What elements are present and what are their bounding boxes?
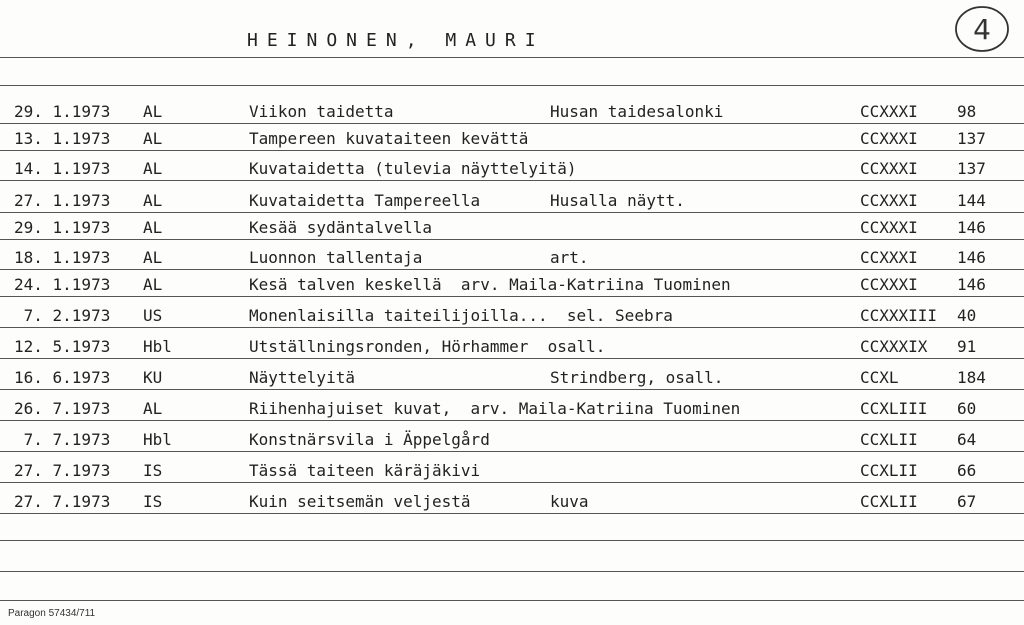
entry-page: 146	[957, 275, 986, 294]
entry-page: 146	[957, 218, 986, 237]
entry-page: 91	[957, 337, 977, 356]
entry-title: Konstnärsvila i Äppelgård	[249, 430, 490, 449]
entry-source: IS	[143, 461, 163, 480]
entry-page: 40	[957, 306, 977, 325]
entry-source: US	[143, 306, 163, 325]
entry-source: AL	[143, 129, 163, 148]
entry-title: Tässä taiteen käräjäkivi	[249, 461, 481, 480]
table-row	[0, 483, 1024, 513]
table-row	[0, 297, 1024, 327]
table-row	[0, 93, 1024, 123]
entry-date: 27. 7.1973	[14, 492, 111, 511]
table-row	[0, 239, 1024, 269]
entry-source: AL	[143, 248, 163, 267]
entry-date: 27. 1.1973	[14, 191, 111, 210]
entry-title: Kuin seitsemän veljestä	[249, 492, 471, 511]
entry-source: AL	[143, 275, 163, 294]
entry-volume: CCXXXI	[860, 102, 918, 121]
entry-source: AL	[143, 159, 163, 178]
entry-date: 13. 1.1973	[14, 129, 111, 148]
entry-date: 12. 5.1973	[14, 337, 111, 356]
entry-date: 29. 1.1973	[14, 218, 111, 237]
entry-date: 16. 6.1973	[14, 368, 111, 387]
entry-date: 26. 7.1973	[14, 399, 111, 418]
entry-volume: CCXLII	[860, 430, 918, 449]
entry-page: 98	[957, 102, 977, 121]
entry-date: 7. 2.1973	[14, 306, 111, 325]
entry-date: 24. 1.1973	[14, 275, 111, 294]
entry-source: AL	[143, 191, 163, 210]
table-row	[0, 150, 1024, 180]
entry-page: 146	[957, 248, 986, 267]
entry-page: 60	[957, 399, 977, 418]
entry-source: Hbl	[143, 337, 172, 356]
entry-title: Riihenhajuiset kuvat, arv. Maila-Katriina Tuominen	[249, 399, 741, 418]
entry-page: 66	[957, 461, 977, 480]
entry-volume: CCXLII	[860, 492, 918, 511]
entry-page: 64	[957, 430, 977, 449]
entry-title: Utställningsronden, Hörhammer osall.	[249, 337, 606, 356]
entry-note: Strindberg, osall.	[550, 368, 724, 387]
table-row	[0, 209, 1024, 239]
entry-volume: CCXXXI	[860, 248, 918, 267]
table-row	[0, 120, 1024, 150]
entry-date: 14. 1.1973	[14, 159, 111, 178]
rule-line	[0, 57, 1024, 58]
entry-source: Hbl	[143, 430, 172, 449]
card-heading: HEINONEN, MAURI	[247, 30, 545, 51]
entry-page: 184	[957, 368, 986, 387]
entry-note: Husan taidesalonki	[550, 102, 724, 121]
stamp-number: 4	[973, 13, 991, 46]
entry-volume: CCXLIII	[860, 399, 928, 418]
printer-imprint: Paragon 57434/711	[8, 608, 96, 619]
circled-number-stamp	[952, 4, 1012, 56]
entry-volume: CCXL	[860, 368, 899, 387]
entry-volume: CCXXXI	[860, 159, 918, 178]
entry-source: KU	[143, 368, 163, 387]
entry-title: Kuvataidetta Tampereella	[249, 191, 481, 210]
rule-line	[0, 540, 1024, 541]
entry-volume: CCXLII	[860, 461, 918, 480]
entry-source: AL	[143, 218, 163, 237]
entry-note: kuva	[550, 492, 589, 511]
entry-page: 144	[957, 191, 986, 210]
entry-date: 27. 7.1973	[14, 461, 111, 480]
entry-title: Näyttelyitä	[249, 368, 355, 387]
table-row	[0, 421, 1024, 451]
entry-page: 137	[957, 159, 986, 178]
table-row	[0, 266, 1024, 296]
entry-volume: CCXXXI	[860, 191, 918, 210]
rule-line	[0, 513, 1024, 514]
entry-title: Kesää sydäntalvella	[249, 218, 433, 237]
entry-note: Husalla näytt.	[550, 191, 685, 210]
entry-title: Tampereen kuvataiteen kevättä	[249, 129, 529, 148]
entry-title: Luonnon tallentaja	[249, 248, 423, 267]
entry-date: 18. 1.1973	[14, 248, 111, 267]
entry-volume: CCXXXI	[860, 275, 918, 294]
table-row	[0, 328, 1024, 358]
entry-note: art.	[550, 248, 589, 267]
table-row	[0, 359, 1024, 389]
table-row	[0, 390, 1024, 420]
entry-title: Viikon taidetta	[249, 102, 394, 121]
entry-date: 7. 7.1973	[14, 430, 111, 449]
rule-line	[0, 180, 1024, 181]
entry-source: IS	[143, 492, 163, 511]
entry-volume: CCXXXI	[860, 129, 918, 148]
rule-line	[0, 85, 1024, 86]
rule-line	[0, 600, 1024, 601]
rule-line	[0, 571, 1024, 572]
entry-source: AL	[143, 399, 163, 418]
entry-page: 67	[957, 492, 977, 511]
entry-volume: CCXXXIX	[860, 337, 928, 356]
entry-title: Monenlaisilla taiteilijoilla... sel. Seebra	[249, 306, 673, 325]
entry-volume: CCXXXI	[860, 218, 918, 237]
table-row	[0, 182, 1024, 212]
entry-title: Kuvataidetta (tulevia näyttelyitä)	[249, 159, 577, 178]
entry-date: 29. 1.1973	[14, 102, 111, 121]
table-row	[0, 452, 1024, 482]
entry-title: Kesä talven keskellä arv. Maila-Katriina Tuominen	[249, 275, 731, 294]
entry-source: AL	[143, 102, 163, 121]
entry-page: 137	[957, 129, 986, 148]
entry-volume: CCXXXIII	[860, 306, 938, 325]
